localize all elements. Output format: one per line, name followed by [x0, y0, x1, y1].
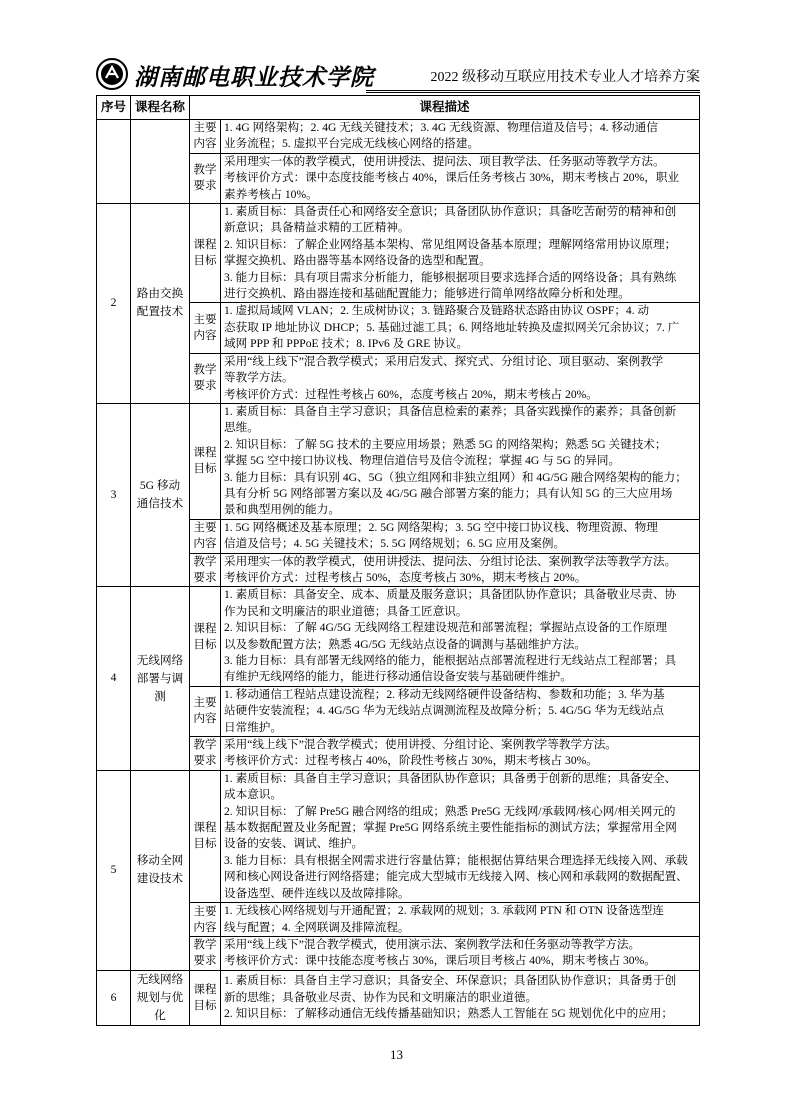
table-row	[97, 970, 700, 1025]
course-name	[131, 770, 190, 970]
description-line: 1. 4G 网络架构；2. 4G 无线关键技术；3. 4G 无线资源、物理信道及信号；4. 移动通信	[224, 121, 658, 134]
section-description	[221, 903, 700, 937]
description-line: 思维。	[224, 421, 259, 435]
course-number: 3	[97, 403, 131, 586]
course-number	[97, 120, 131, 204]
course-name	[131, 970, 190, 1025]
description-line: 2. 知识目标：了解 4G/5G 无线网络工程建设规范和部署流程；掌握站点设备的工作原理	[224, 621, 668, 635]
page-number: 13	[390, 1047, 403, 1062]
description-line: 采用“线上线下”混合教学模式；采用启发式、探究式、分组讨论、项目驱动、案例教学	[224, 354, 664, 368]
section-label-line: 课程	[193, 621, 217, 635]
section-label-line: 要求	[193, 754, 217, 768]
description-line: 2. 知识目标：了解 5G 技术的主要应用场景；熟悉 5G 的网络架构；熟悉 5G 关键技术；	[224, 437, 667, 451]
course-table	[96, 95, 700, 1026]
section-description	[221, 737, 700, 771]
document-title: 2022 级移动互联应用技术专业人才培养方案	[430, 70, 700, 85]
description-line: 以及参数配置方法；熟悉 4G/5G 无线站点设备的调测与基础维护方法。	[224, 637, 586, 651]
section-description	[221, 120, 700, 154]
description-line: 考核评价方式：过程考核占 50%，态度考核占 30%，期末考核占 20%。	[224, 570, 587, 584]
section-description	[221, 403, 700, 519]
section-label	[190, 737, 221, 771]
section-label	[190, 204, 221, 303]
description-line: 成本意识。	[224, 788, 282, 802]
header-rule	[366, 92, 700, 93]
section-label-line: 内容	[193, 920, 217, 934]
course-number: 6	[97, 970, 131, 1025]
description-line: 考核评价方式：过程考核占 40%，阶段性考核占 30%，期末考核占 30%。	[224, 754, 598, 768]
course-name-line: 建设技术	[136, 872, 184, 886]
section-label-line: 主要	[193, 696, 217, 710]
table-row	[97, 770, 700, 902]
description-line: 等教学方法。	[224, 371, 294, 385]
description-line: 站硬件安装流程；4. 4G/5G 华为无线站点调测流程及故障分析；5. 4G/5G 华为无线站点	[224, 704, 664, 718]
section-label-line: 要求	[193, 179, 217, 193]
section-description	[221, 204, 700, 303]
school-name: 湖南邮电职业技术学院	[134, 64, 374, 91]
course-name-line: 移动全网	[136, 854, 184, 868]
description-line: 日常维护。	[224, 720, 282, 734]
section-label	[190, 970, 221, 1025]
description-line: 2. 知识目标：了解企业网络基本架构、常见组网设备基本原理；理解网络常用协议原理；	[224, 237, 677, 251]
section-label	[190, 903, 221, 937]
description-line: 有维护无线网络的能力，能进行移动通信设备安装与基础硬件维护。	[224, 670, 572, 684]
section-label-line: 要求	[193, 379, 217, 393]
course-name-line: 5G 移动	[139, 479, 181, 493]
description-line: 1. 5G 网络概述及基本原理；2. 5G 网络架构；3. 5G 空中接口协议栈、物理资源、物理	[224, 520, 658, 534]
section-label-line: 内容	[193, 712, 217, 726]
description-line: 考核评价方式：课中技能态度考核占 30%，课后项目考核占 40%，期末考核占 30%。	[224, 954, 656, 968]
description-line: 基本数据配置及业务配置；掌握 Pre5G 网络系统主要性能指标的测试方法；掌握常用全网	[224, 821, 677, 835]
description-line: 网和核心网设备进行网络搭建；能完成大型城市无线接入网、核心网和承载网的数据配置、	[224, 870, 688, 884]
section-label	[190, 120, 221, 154]
description-line: 3. 能力目标：具有项目需求分析能力，能够根据项目要求选择合适的网络设备；具有熟练	[224, 270, 677, 284]
description-line: 新意识；具备精益求精的工匠精神。	[224, 221, 410, 235]
description-line: 掌握交换机、路由器等基本网络设备的选型和配置。	[224, 254, 491, 268]
section-label-line: 主要	[193, 904, 217, 918]
description-line: 业务流程；5. 虚拟平台完成无线核心网络的搭建。	[224, 137, 480, 151]
section-label	[190, 587, 221, 686]
section-label-line: 内容	[193, 137, 217, 151]
description-line: 进行交换机、路由器连接和基础配置能力；能够进行简单网络故障分析和处理。	[224, 287, 630, 301]
section-description	[221, 303, 700, 353]
description-line: 1. 移动通信工程站点建设流程；2. 移动无线网络硬件设备结构、参数和功能；3. 华为基	[224, 687, 665, 701]
section-label-line: 教学	[193, 938, 217, 952]
course-name-line: 路由交换	[136, 287, 184, 301]
description-line: 设备的安装、调试、维护。	[224, 837, 364, 851]
description-line: 景和典型用例的能力。	[224, 503, 340, 517]
section-label-line: 要求	[193, 570, 217, 584]
description-line: 考核评价方式：过程性考核占 60%，态度考核占 20%，期末考核占 20%。	[224, 387, 598, 401]
table-header-row	[97, 96, 700, 120]
section-description	[221, 153, 700, 203]
section-label	[190, 770, 221, 902]
header-course-name: 课程名称	[131, 96, 190, 120]
table-row	[97, 204, 700, 303]
section-label	[190, 686, 221, 736]
section-label-line: 课程	[193, 238, 217, 252]
section-label-line: 主要	[193, 313, 217, 327]
section-label-line: 课程	[193, 821, 217, 835]
table-row	[97, 120, 700, 154]
course-name	[131, 204, 190, 404]
description-line: 1. 素质目标：具备自主学习意识；具备安全、环保意识；具备团队协作意识；具备勇于创	[224, 974, 677, 988]
section-label-line: 主要	[193, 121, 217, 135]
description-line: 设备选型、硬件连线以及故障排除。	[224, 886, 410, 900]
table-row	[97, 403, 700, 519]
description-line: 3. 能力目标：具有根据全网需求进行容量估算；能根据估算结果合理选择无线接入网、承载	[224, 853, 688, 867]
description-line: 采用理实一体的教学模式，使用讲授法、提问法、项目教学法、任务驱动等教学方法。	[224, 154, 665, 168]
course-name-line: 无线网络	[136, 972, 184, 986]
course-name-line: 规划与优	[136, 990, 184, 1004]
course-name-line: 配置技术	[136, 305, 184, 319]
school-logo-icon	[96, 58, 128, 90]
description-line: 1. 虚拟局域网 VLAN；2. 生成树协议；3. 链路聚合及链路状态路由协议 OSPF；4. 动	[224, 304, 650, 318]
description-line: 新的思维；具备敬业尽责、协作为民和文明廉洁的职业道德。	[224, 990, 538, 1004]
table-row	[97, 587, 700, 686]
description-line: 信道及信号；4. 5G 关键技术；5. 5G 网络规划；6. 5G 应用及案例。	[224, 537, 566, 551]
section-description	[221, 970, 700, 1025]
description-line: 1. 素质目标：具备自主学习意识；具备团队协作意识；具备勇于创新的思维；具备安全、	[224, 771, 677, 785]
header-rule	[366, 90, 700, 91]
section-label	[190, 353, 221, 403]
description-line: 掌握 5G 空中接口协议栈、物理信道信号及信令流程；掌握 4G 与 5G 的异同。	[224, 454, 621, 468]
description-line: 2. 知识目标：了解 Pre5G 融合网络的组成；熟悉 Pre5G 无线网/承载网/核心网/相关网元的	[224, 804, 676, 818]
description-line: 采用“线上线下”混合教学模式；使用讲授、分组讨论、案例教学等教学方法。	[224, 738, 617, 752]
course-name-line: 化	[154, 1008, 166, 1022]
description-line: 线与配置；4. 全网联调及排障流程。	[224, 920, 410, 934]
course-name	[131, 403, 190, 586]
section-description	[221, 519, 700, 553]
section-label	[190, 519, 221, 553]
header-no: 序号	[97, 96, 131, 120]
description-line: 作为民和文明廉洁的职业道德；具备工匠意识。	[224, 604, 468, 618]
header-course-desc: 课程描述	[190, 96, 700, 120]
description-line: 2. 知识目标：了解移动通信无线传播基础知识；熟悉人工智能在 5G 规划优化中的应用；	[224, 1006, 673, 1020]
section-label-line: 目标	[193, 998, 217, 1012]
description-line: 考核评价方式：课中态度技能考核占 40%，课后任务考核占 30%，期末考核占 20%，职业	[224, 171, 680, 185]
description-line: 3. 能力目标：具有识别 4G、5G（独立组网和非独立组网）和 4G/5G 融合网络架构的能力；	[224, 470, 687, 484]
section-label-line: 教学	[193, 163, 217, 177]
section-label-line: 课程	[193, 446, 217, 460]
section-label-line: 主要	[193, 521, 217, 535]
section-description	[221, 936, 700, 970]
section-label-line: 教学	[193, 363, 217, 377]
course-name	[131, 120, 190, 204]
section-label	[190, 936, 221, 970]
section-description	[221, 587, 700, 686]
course-name-line: 部署与调	[136, 671, 184, 685]
section-label-line: 教学	[193, 738, 217, 752]
course-name-line: 测	[154, 689, 166, 703]
section-description	[221, 553, 700, 587]
description-line: 3. 能力目标：具有部署无线网络的能力，能根据站点部署流程进行无线站点工程部署；具	[224, 654, 677, 667]
description-line: 1. 素质目标：具备安全、成本、质量及服务意识；具备团队协作意识；具备敬业尽责、协	[224, 588, 677, 602]
section-label-line: 目标	[193, 637, 217, 651]
section-label-line: 内容	[193, 329, 217, 343]
section-label-line: 目标	[193, 462, 217, 476]
section-label-line: 课程	[193, 982, 217, 996]
course-number: 5	[97, 770, 131, 970]
course-name-line: 无线网络	[136, 653, 184, 667]
section-label	[190, 553, 221, 587]
section-label-line: 要求	[193, 954, 217, 968]
section-label	[190, 153, 221, 203]
course-name-line: 通信技术	[136, 497, 184, 511]
section-label-line: 目标	[193, 837, 217, 851]
section-label	[190, 403, 221, 519]
section-label	[190, 303, 221, 353]
description-line: 具有分析 5G 网络部署方案以及 4G/5G 融合部署方案的能力；具有认知 5G 的三大应用场	[224, 486, 673, 500]
section-label-line: 目标	[193, 254, 217, 268]
description-line: 1. 素质目标：具备自主学习意识；具备信息检索的素养；具备实践操作的素养；具备创新	[224, 404, 677, 418]
section-label-line: 教学	[193, 554, 217, 568]
description-line: 1. 无线核心网络规划与开通配置；2. 承载网的规划；3. 承载网 PTN 和 OTN 设备选型连	[224, 904, 664, 918]
section-description	[221, 686, 700, 736]
description-line: 1. 素质目标：具备责任心和网络安全意识；具备团队协作意识；具备吃苦耐劳的精神和创	[224, 205, 677, 219]
description-line: 域网 PPP 和 PPPoE 技术；8. IPv6 及 GRE 协议。	[224, 337, 469, 351]
description-line: 态获取 IP 地址协议 DHCP；5. 基础过滤工具；6. 网络地址转换及虚拟网关冗余协议；7. 广	[224, 320, 680, 334]
section-description	[221, 353, 700, 403]
page-header	[96, 56, 700, 92]
section-label-line: 内容	[193, 537, 217, 551]
course-number: 2	[97, 204, 131, 404]
section-description	[221, 770, 700, 902]
description-line: 素养考核占 10%。	[224, 187, 318, 201]
description-line: 采用“线上线下”混合教学模式，使用演示法、案例教学法和任务驱动等教学方法。	[224, 937, 641, 951]
description-line: 采用理实一体的教学模式，使用讲授法、提问法、分组讨论法、案例教学法等教学方法。	[224, 554, 677, 568]
course-name	[131, 587, 190, 770]
course-number: 4	[97, 587, 131, 770]
